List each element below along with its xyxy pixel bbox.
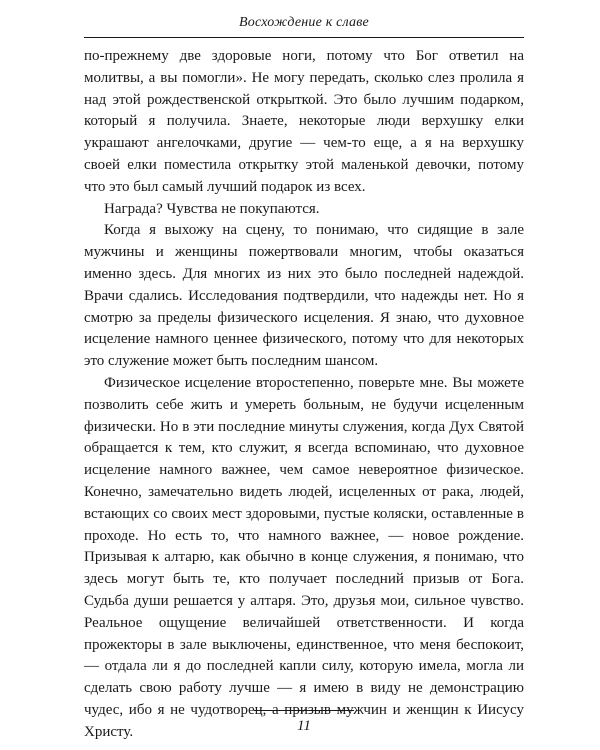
paragraph: Физическое исцеление второстепенно, поверьте мне. Вы можете позволить себе жить и умереть больным, не будучи исцеленным физически. Но в эти последние минуты служения, когда Дух Святой обращается к тем, кто служит, я всегда вспоминаю, что духовное исцеление намного важнее, чем самое невероятное физическое. Конечно, замечательно видеть людей, исцеленных от рака, людей, встающих со своих мест здоровыми, пустые коляски, оставленные в проходе. Но есть то, что намного важнее, — новое рождение. Призывая к алтарю, как обычно в конце служения, я понимаю, что здесь могут быть те, кто получает последний призыв от Бога. Судьба души решается у алтаря. Это, друзья мои, сильное чувство. Реальное ощущение величайшей ответственности. И когда прожекторы в зале выключены, единственное, что меня беспокоит, — отдала ли я до последней капли силу, которую имела, могла ли сделать свою работу лучше — я имею в виду не демонстрацию чудес, ибо я не чудотворец, а призыв мужчин и женщин к Иисусу Христу. — [84, 374, 524, 740]
book-page — [84, 0, 524, 750]
header-rule — [84, 37, 524, 38]
paragraph-continuation: по-прежнему две здоровые ноги, потому что Бог ответил на молитвы, а вы помогли». Не могу передать, сколько слез пролила я над этой рождественской открыткой. Это было лучшим подарком, который я получила. Знаете, некоторые люди верхушку елки украшают ангелочками, другие — чем-то еще, а я на верхушку своей елки поместила открытку этой маленькой девочки, потому что это был самый лучший подарок из всех. — [84, 48, 524, 195]
body-text — [84, 46, 524, 744]
running-title: Восхождение к славе — [239, 15, 369, 30]
page-number: 11 — [297, 718, 311, 734]
footer-rule — [254, 710, 354, 711]
paragraph: Когда я выхожу на сцену, то понимаю, что сидящие в зале мужчины и женщины пожертвовали многим, чтобы оказаться именно здесь. Для многих из них это было последней надеждой. Врачи сдались. Исследования подтвердили, что надежды нет. Но я смотрю за пределы физического исцеления. Я знаю, что духовное исцеление намного ценнее физического, потому что для некоторых это служение может быть последним шансом. — [84, 222, 524, 370]
paragraph: Награда? Чувства не покупаются. — [104, 200, 320, 217]
